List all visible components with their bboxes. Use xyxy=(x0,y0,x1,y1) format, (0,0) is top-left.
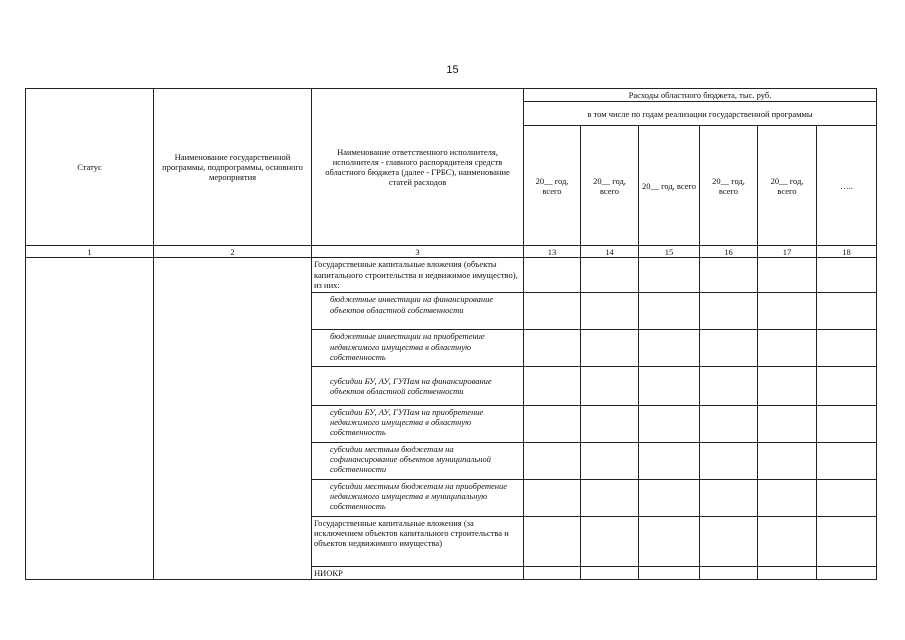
row-label: Государственные капитальные вложения (объекты капитального строительства и недвижимое имущество), из них: xyxy=(312,258,524,293)
row-label: бюджетные инвестиции на приобретение недвижимого имущества в областную собственность xyxy=(312,330,524,367)
year-col-14: 20__ год, всего xyxy=(581,126,639,246)
col-number: 2 xyxy=(154,246,312,258)
year-col-18: ….. xyxy=(817,126,877,246)
row-label: субсидии БУ, АУ, ГУПам на финансирование объектов областной собственности xyxy=(312,367,524,405)
header-program-name: Наименование государственной программы, подпрограммы, основного мероприятия xyxy=(154,89,312,246)
row-label: субсидии местным бюджетам на приобретение недвижимого имущества в муниципальную собственность xyxy=(312,479,524,516)
col-number: 3 xyxy=(312,246,524,258)
year-col-16: 20__ год, всего xyxy=(700,126,758,246)
row-label: бюджетные инвестиции на финансирование объектов областной собственности xyxy=(312,293,524,330)
col-number: 1 xyxy=(26,246,154,258)
year-col-15: 20__ год, всего xyxy=(639,126,700,246)
year-col-17: 20__ год, всего xyxy=(758,126,817,246)
header-executor: Наименование ответственного исполнителя, исполнителя - главного распорядителя средств областного бюджета (далее - ГРБС), наименование статей расходов xyxy=(312,89,524,246)
page-number: 15 xyxy=(446,64,459,76)
row-label: Государственные капитальные вложения (за исключением объектов капитального строительства и объектов недвижимого имущества) xyxy=(312,516,524,566)
col-number: 16 xyxy=(700,246,758,258)
status-cell xyxy=(26,258,154,580)
header-expenses: Расходы областного бюджета, тыс. руб. xyxy=(524,89,877,102)
row-label: НИОКР xyxy=(312,566,524,579)
col-number: 17 xyxy=(758,246,817,258)
header-status: Статус xyxy=(26,89,154,246)
col-number: 18 xyxy=(817,246,877,258)
col-number: 14 xyxy=(581,246,639,258)
row-label: субсидии местным бюджетам на софинансирование объектов муниципальной собственности xyxy=(312,442,524,479)
year-col-13: 20__ год, всего xyxy=(524,126,581,246)
row-label: субсидии БУ, АУ, ГУПам на приобретение недвижимого имущества в областную собственность xyxy=(312,405,524,442)
col-number: 13 xyxy=(524,246,581,258)
program-name-cell xyxy=(154,258,312,580)
header-by-years: в том числе по годам реализации государственной программы xyxy=(524,102,877,126)
budget-table xyxy=(25,88,876,580)
col-number: 15 xyxy=(639,246,700,258)
